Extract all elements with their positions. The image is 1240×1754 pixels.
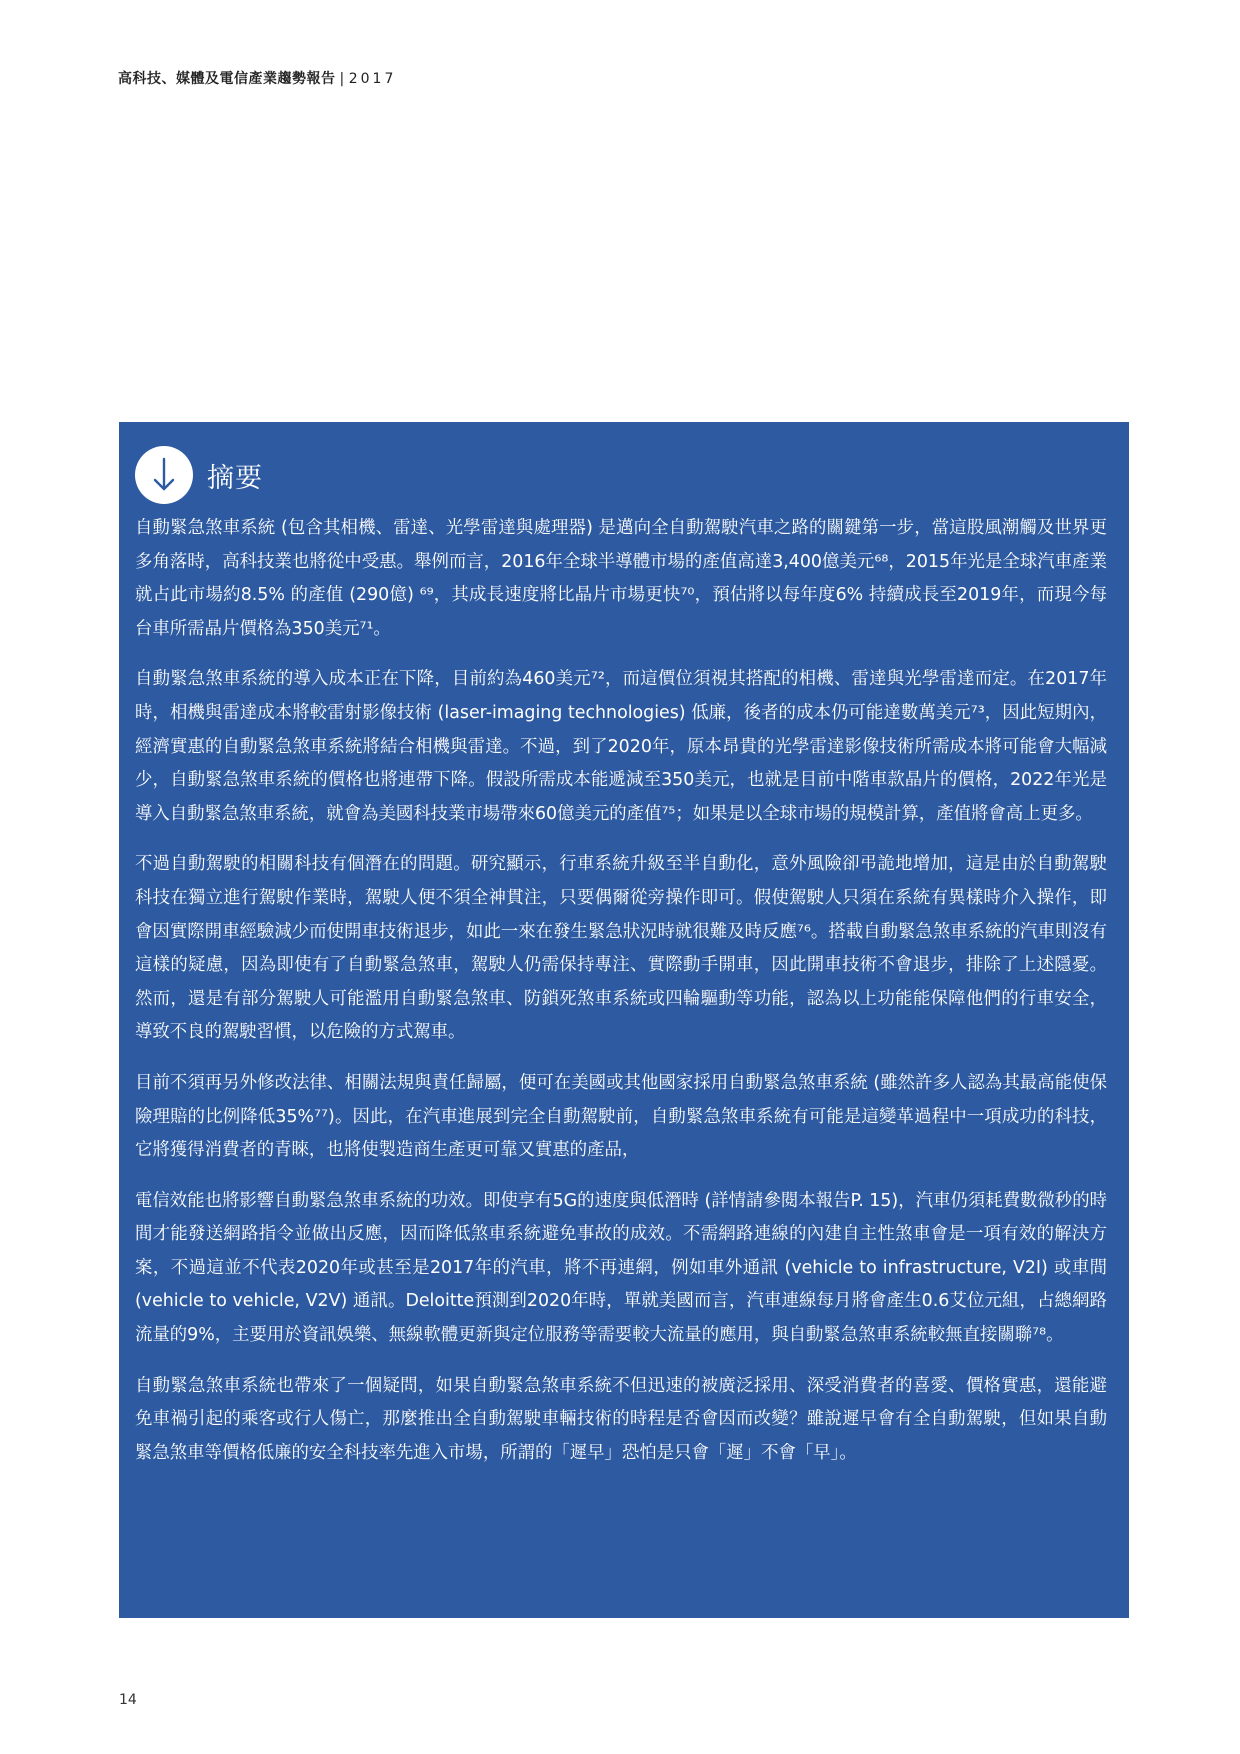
summary-body xyxy=(135,512,1107,1470)
summary-box xyxy=(119,422,1129,1618)
summary-title: 摘要 xyxy=(207,462,263,494)
summary-paragraph: 目前不須再另外修改法律、相關法規與責任歸屬，便可在美國或其他國家採用自動緊急煞車系統 (雖然許多人認為其最高能使保險理賠的比例降低35%⁷⁷)。因此，在汽車進展到完全自動駕駛前，自動緊急煞車系統有可能是這變革過程中一項成功的科技，它將獲得消費者的青睞，也將使製造商生產更可靠又實惠的產品， xyxy=(135,1072,1107,1161)
summary-paragraph: 不過自動駕駛的相關科技有個潛在的問題。研究顯示，行車系統升級至半自動化，意外風險卻弔詭地增加，這是由於自動駕駛科技在獨立進行駕駛作業時，駕駛人便不須全神貫注，只要偶爾從旁操作即可。假使駕駛人只須在系統有異樣時介入操作，即會因實際開車經驗減少而使開車技術退步，如此一來在發生緊急狀況時就很難及時反應⁷⁶。搭載自動緊急煞車系統的汽車則沒有這樣的疑慮，因為即使有了自動緊急煞車，駕駛人仍需保持專注、實際動手開車，因此開車技術不會退步，排除了上述隱憂。然而，還是有部分駕駛人可能濫用自動緊急煞車、防鎖死煞車系統或四輪驅動等功能，認為以上功能能保障他們的行車安全，導致不良的駕駛習慣，以危險的方式駕車。 xyxy=(135,854,1107,1043)
report-year: 2017 xyxy=(348,71,397,87)
summary-paragraph: 電信效能也將影響自動緊急煞車系統的功效。即使享有5G的速度與低潛時 (詳情請參閱本報告P. 15)，汽車仍須耗費數微秒的時間才能發送網路指令並做出反應，因而降低煞車系統避免事故的成效。不需網路連線的內建自主性煞車會是一項有效的解決方案，不過這並不代表2020年或甚至是2017年的汽車，將不再連網，例如車外通訊 (vehicle to infrastructure, V2I) 或車間 (vehicle to vehicle, V2V) 通訊。Deloitte預測到2020年時，單就美國而言，汽車連線每月將會產生0.6艾位元組，占總網路流量的9%，主要用於資訊娛樂、無線軟體更新與定位服務等需要較大流量的應用，與自動緊急煞車系統較無直接關聯⁷⁸。 xyxy=(135,1190,1107,1346)
report-header xyxy=(118,68,396,88)
summary-heading xyxy=(135,446,1107,504)
summary-paragraph: 自動緊急煞車系統也帶來了一個疑問，如果自動緊急煞車系統不但迅速的被廣泛採用、深受消費者的喜愛、價格實惠，還能避免車禍引起的乘客或行人傷亡，那麼推出全自動駕駛車輛技術的時程是否會因而改變？雖說遲早會有全自動駕駛，但如果自動緊急煞車等價格低廉的安全科技率先進入市場，所謂的「遲早」恐怕是只會「遲」不會「早」。 xyxy=(135,1375,1107,1463)
header-separator: | xyxy=(339,71,345,87)
report-title: 高科技、媒體及電信產業趨勢報告 xyxy=(118,71,336,87)
arrow-down-icon xyxy=(135,446,193,504)
page-number: 14 xyxy=(119,1692,137,1708)
summary-paragraph: 自動緊急煞車系統的導入成本正在下降，目前約為460美元⁷²，而這價位須視其搭配的相機、雷達與光學雷達而定。在2017年時，相機與雷達成本將較雷射影像技術 (laser-imaging technologies) 低廉，後者的成本仍可能達數萬美元⁷³，因此短期內，經濟實惠的自動緊急煞車系統將結合相機與雷達。不過，到了2020年，原本昂貴的光學雷達影像技術所需成本將可能會大幅減少，自動緊急煞車系統的價格也將連帶下降。假設所需成本能遞減至350美元，也就是目前中階車款晶片的價格，2022年光是導入自動緊急煞車系統，就會為美國科技業市場帶來60億美元的產值⁷⁵；如果是以全球市場的規模計算，產值將會高上更多。 xyxy=(135,669,1107,824)
summary-paragraph: 自動緊急煞車系統 (包含其相機、雷達、光學雷達與處理器) 是邁向全自動駕駛汽車之路的關鍵第一步，當這股風潮觸及世界更多角落時，高科技業也將從中受惠。舉例而言，2016年全球半導體市場的產值高達3,400億美元⁶⁸，2015年光是全球汽車產業就占此市場約8.5% 的產值 (290億) ⁶⁹，其成長速度將比晶片市場更快⁷⁰，預估將以每年度6% 持續成長至2019年，而現今每台車所需晶片價格為350美元⁷¹。 xyxy=(135,518,1107,639)
